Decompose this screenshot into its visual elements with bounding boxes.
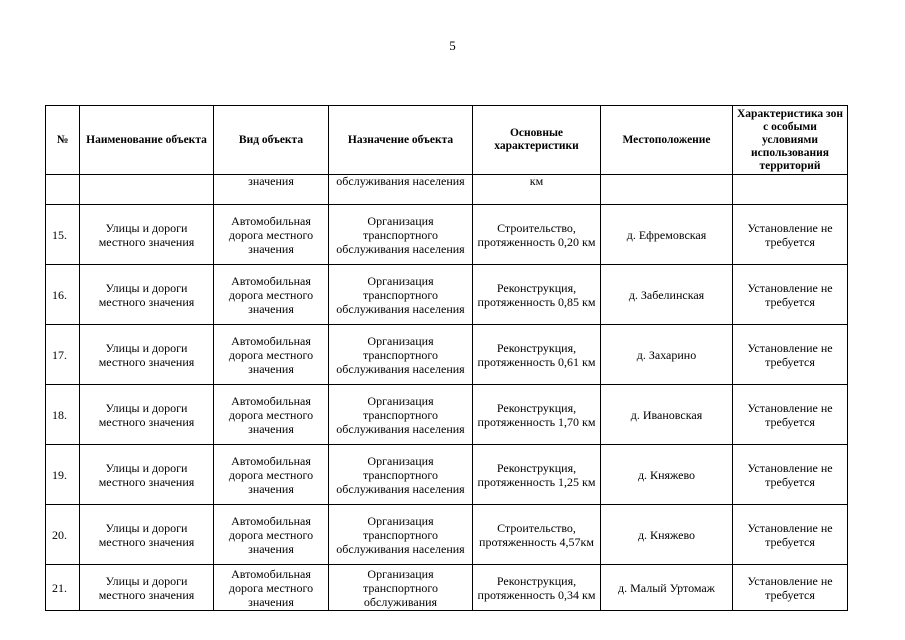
cell-location-text: д. Ефремовская — [626, 227, 707, 242]
cell-num-text: 20. — [52, 527, 67, 542]
cell-type — [214, 385, 329, 445]
cell-num — [46, 505, 80, 565]
cell-name-text: Улицы и дороги местного значения — [98, 400, 195, 429]
table-row — [46, 205, 848, 265]
cell-type-text: Автомобильная дорога местного значения — [228, 453, 314, 496]
cell-type: значения — [214, 175, 329, 205]
cell-name — [80, 175, 214, 205]
table-row — [46, 445, 848, 505]
cell-purpose-text: Организация транспортного обслуживания населения — [336, 213, 465, 256]
header-characteristics: Основные характеристики — [473, 106, 601, 175]
header-row — [46, 106, 848, 175]
cell-zones — [733, 175, 848, 205]
cell-location — [601, 505, 733, 565]
cell-num-text: 17. — [52, 347, 67, 362]
cell-num — [46, 565, 80, 611]
table-row — [46, 265, 848, 325]
table-row — [46, 385, 848, 445]
cell-name — [80, 385, 214, 445]
cell-name-text: Улицы и дороги местного значения — [98, 573, 195, 602]
cell-name — [80, 445, 214, 505]
cell-type — [214, 265, 329, 325]
cell-name — [80, 265, 214, 325]
table-row — [46, 565, 848, 611]
header-type: Вид объекта — [214, 106, 329, 175]
cell-location — [601, 265, 733, 325]
cell-location-text: д. Ивановская — [630, 407, 703, 422]
cell-type-text: Автомобильная дорога местного значения — [228, 213, 314, 256]
cell-characteristics-text: Реконструкция, протяженность 0,34 км — [477, 573, 596, 602]
cell-location — [601, 325, 733, 385]
cell-zones — [733, 265, 848, 325]
cell-location — [601, 445, 733, 505]
header-num: № — [46, 106, 80, 175]
header-location: Местоположение — [601, 106, 733, 175]
cell-characteristics-text: Реконструкция, протяженность 0,61 км — [477, 340, 596, 369]
cell-purpose — [329, 385, 473, 445]
cell-num — [46, 175, 80, 205]
header-purpose: Назначение объекта — [329, 106, 473, 175]
cell-num — [46, 385, 80, 445]
cell-purpose — [329, 325, 473, 385]
cell-zones-text: Установление не требуется — [747, 280, 833, 309]
cell-num-text: 19. — [52, 467, 67, 482]
cell-purpose-text: Организация транспортного обслуживания населения — [336, 393, 465, 436]
cell-purpose-text: Организация транспортного обслуживания — [362, 566, 439, 609]
cell-purpose-text: Организация транспортного обслуживания населения — [336, 513, 465, 556]
cell-purpose — [329, 505, 473, 565]
cell-type — [214, 205, 329, 265]
cell-purpose-text: Организация транспортного обслуживания населения — [336, 453, 465, 496]
cell-type — [214, 505, 329, 565]
cell-location-text: д. Малый Уртомаж — [618, 580, 715, 595]
cell-purpose — [329, 265, 473, 325]
cell-zones-text: Установление не требуется — [747, 460, 833, 489]
cell-name — [80, 565, 214, 611]
cell-num-text: 15. — [52, 227, 67, 242]
cell-location-text: д. Забелинская — [628, 287, 705, 302]
cell-characteristics — [473, 265, 601, 325]
cell-characteristics-text: Реконструкция, протяженность 0,85 км — [477, 280, 596, 309]
cell-location-text: д. Княжево — [637, 527, 696, 542]
cell-name-text: Улицы и дороги местного значения — [98, 280, 195, 309]
cell-purpose-text: Организация транспортного обслуживания населения — [336, 333, 465, 376]
cell-characteristics — [473, 445, 601, 505]
cell-name-text: Улицы и дороги местного значения — [98, 340, 195, 369]
continuation-row — [46, 175, 848, 205]
cell-location — [601, 565, 733, 611]
cell-purpose-text: Организация транспортного обслуживания населения — [336, 273, 465, 316]
cell-name — [80, 205, 214, 265]
header-name: Наименование объекта — [80, 106, 214, 175]
cell-location-text: д. Захарино — [636, 347, 697, 362]
cell-characteristics — [473, 205, 601, 265]
cell-type — [214, 565, 329, 611]
cell-num — [46, 325, 80, 385]
cell-type — [214, 325, 329, 385]
cell-zones — [733, 385, 848, 445]
cell-characteristics-text: Строительство, протяженность 4,57км — [479, 520, 594, 549]
cell-type-text: Автомобильная дорога местного значения — [228, 273, 314, 316]
cell-type-text: Автомобильная дорога местного значения — [228, 566, 314, 609]
cell-location-text: д. Княжево — [637, 467, 696, 482]
cell-name-text: Улицы и дороги местного значения — [98, 460, 195, 489]
cell-type — [214, 445, 329, 505]
cell-name-text: Улицы и дороги местного значения — [98, 520, 195, 549]
cell-name — [80, 325, 214, 385]
cell-purpose — [329, 205, 473, 265]
cell-zones — [733, 205, 848, 265]
cell-type-text: Автомобильная дорога местного значения — [228, 513, 314, 556]
cell-num — [46, 445, 80, 505]
cell-num — [46, 265, 80, 325]
cell-location — [601, 385, 733, 445]
cell-characteristics-text: Реконструкция, протяженность 1,70 км — [477, 400, 596, 429]
cell-num-text: 16. — [52, 287, 67, 302]
cell-zones-text: Установление не требуется — [747, 520, 833, 549]
cell-characteristics — [473, 325, 601, 385]
cell-characteristics — [473, 505, 601, 565]
table-row — [46, 325, 848, 385]
cell-purpose — [329, 445, 473, 505]
cell-characteristics: км — [473, 175, 601, 205]
cell-num-text: 21. — [52, 580, 67, 595]
objects-table — [45, 105, 848, 611]
page-number: 5 — [449, 38, 456, 53]
cell-name — [80, 505, 214, 565]
cell-zones — [733, 505, 848, 565]
cell-characteristics — [473, 385, 601, 445]
table-row — [46, 505, 848, 565]
cell-name-text: Улицы и дороги местного значения — [98, 220, 195, 249]
cell-num-text: 18. — [52, 407, 67, 422]
cell-type-text: Автомобильная дорога местного значения — [228, 393, 314, 436]
cell-characteristics-text: Реконструкция, протяженность 1,25 км — [477, 460, 596, 489]
cell-num — [46, 205, 80, 265]
cell-zones-text: Установление не требуется — [747, 573, 833, 602]
cell-purpose: обслуживания населения — [329, 175, 473, 205]
cell-characteristics-text: Строительство, протяженность 0,20 км — [477, 220, 596, 249]
cell-zones-text: Установление не требуется — [747, 340, 833, 369]
cell-zones-text: Установление не требуется — [747, 220, 833, 249]
cell-characteristics — [473, 565, 601, 611]
cell-zones — [733, 325, 848, 385]
cell-zones — [733, 445, 848, 505]
cell-zones-text: Установление не требуется — [747, 400, 833, 429]
cell-location — [601, 205, 733, 265]
cell-type-text: Автомобильная дорога местного значения — [228, 333, 314, 376]
header-zones: Характеристика зон с особыми условиями использования территорий — [733, 106, 848, 175]
cell-location — [601, 175, 733, 205]
cell-purpose — [329, 565, 473, 611]
cell-zones — [733, 565, 848, 611]
